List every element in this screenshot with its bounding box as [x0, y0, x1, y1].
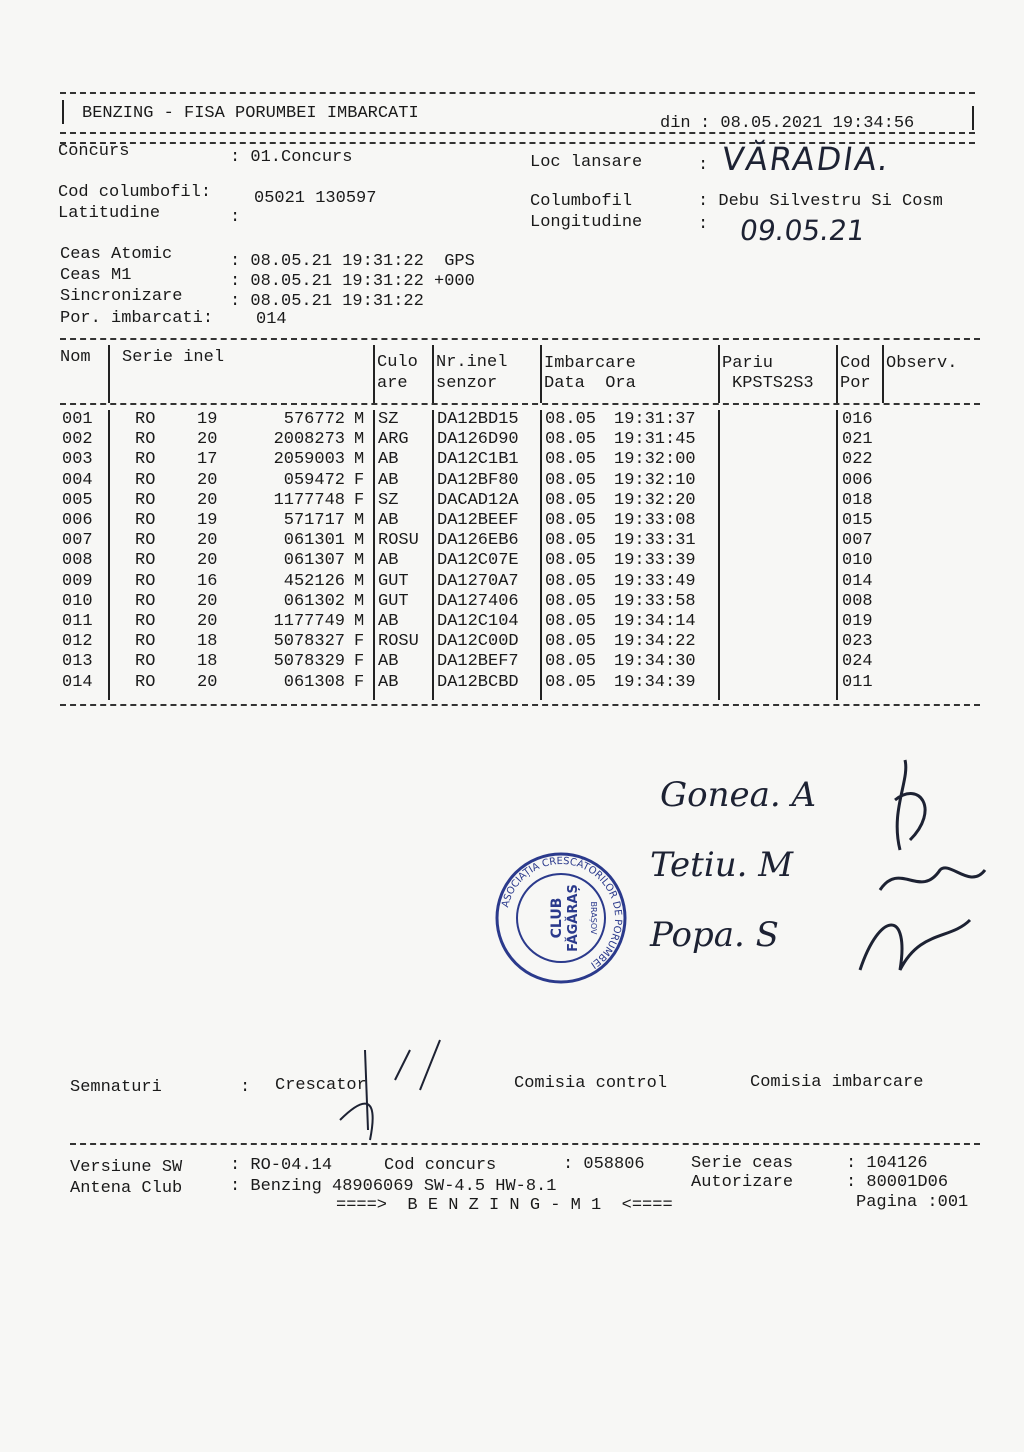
- cell-sensor-ring: DA1270A7: [437, 571, 519, 591]
- table-column-divider: [718, 410, 720, 700]
- print-date: : 08.05.2021 19:34:56: [700, 114, 915, 133]
- cell-sensor-ring: DA126EB6: [437, 531, 519, 551]
- cell-color: GUT: [378, 571, 409, 591]
- cell-time: 19:31:37: [614, 410, 696, 429]
- cell-color: AB: [378, 652, 399, 672]
- cell-date: 08.05: [545, 652, 597, 672]
- document-title: BENZING - FISA PORUMBEI IMBARCATI: [82, 104, 419, 123]
- cell-year: 16: [197, 571, 218, 591]
- cell-date: 08.05: [545, 511, 597, 530]
- cell-country: RO: [135, 490, 156, 510]
- col-kpsts2s3: KPSTS2S3: [732, 374, 814, 393]
- cell-ring-number: 452126: [283, 571, 345, 591]
- cell-year: 17: [197, 450, 218, 470]
- cell-nom: 010: [62, 591, 93, 611]
- cell-cod-por: 015: [842, 511, 873, 530]
- cell-date: 08.05: [545, 551, 597, 571]
- table-column-divider: [432, 345, 434, 403]
- longitudine-handwritten-date: 09.05.21: [737, 214, 868, 247]
- cell-year: 20: [197, 531, 218, 551]
- cell-country: RO: [135, 612, 156, 631]
- concurs-value: : 01.Concurs: [230, 148, 353, 167]
- comisia-imbarcare-label: Comisia imbarcare: [750, 1073, 924, 1092]
- antena-club-label: Antena Club: [70, 1179, 183, 1198]
- col-serie-inel: Serie inel: [122, 348, 225, 367]
- cell-time: 19:31:45: [614, 430, 696, 450]
- porumbei-imbarcati-value: 014: [256, 310, 287, 329]
- cell-color: AB: [378, 450, 399, 470]
- cell-sensor-ring: DA127406: [437, 591, 519, 611]
- page-number: Pagina :001: [856, 1193, 969, 1212]
- signature-name-2: Tetiu. M: [650, 845, 794, 885]
- divider: [60, 403, 980, 405]
- cell-color: ROSU: [378, 531, 419, 551]
- table-column-divider: [540, 345, 542, 403]
- cell-country: RO: [135, 450, 156, 470]
- cell-year: 20: [197, 672, 218, 692]
- cell-sensor-ring: DACAD12A: [437, 490, 519, 510]
- cell-time: 19:33:08: [614, 511, 696, 530]
- antena-club-value: : Benzing 48906069 SW-4.5 HW-8.1: [230, 1177, 557, 1196]
- cell-time: 19:34:22: [614, 632, 696, 652]
- signatures-scribble: [840, 740, 990, 990]
- table-column-divider: [373, 410, 375, 700]
- svg-text:FĂGĂRAȘ: FĂGĂRAȘ: [566, 884, 581, 952]
- cell-nom: 014: [62, 672, 93, 692]
- col-por: Por: [840, 374, 871, 393]
- porumbei-imbarcati-label: Por. imbarcati:: [60, 309, 214, 328]
- cell-nom: 011: [62, 612, 93, 631]
- cell-ring-number: 576772: [283, 410, 345, 429]
- cell-nom: 009: [62, 571, 93, 591]
- cell-time: 19:33:49: [614, 571, 696, 591]
- cell-cod-por: 016: [842, 410, 873, 429]
- autorizare-label: Autorizare: [691, 1173, 794, 1192]
- cell-sex: M: [354, 450, 365, 470]
- ceas-m1-value: : 08.05.21 19:31:22 +000: [230, 272, 475, 291]
- cell-time: 19:33:31: [614, 531, 696, 551]
- col-imbarcare: Imbarcare: [544, 354, 636, 373]
- cell-year: 19: [197, 410, 218, 429]
- cod-concurs-label: Cod concurs: [384, 1156, 497, 1175]
- comisia-control-label: Comisia control: [514, 1074, 668, 1093]
- cell-nom: 012: [62, 632, 93, 652]
- cell-nom: 003: [62, 450, 93, 470]
- divider: [60, 704, 980, 706]
- cell-country: RO: [135, 652, 156, 672]
- cell-sex: M: [354, 511, 365, 530]
- cell-color: GUT: [378, 591, 409, 611]
- cell-country: RO: [135, 531, 156, 551]
- cell-date: 08.05: [545, 591, 597, 611]
- colon: :: [698, 215, 709, 234]
- cell-ring-number: 061301: [283, 531, 345, 551]
- cell-sensor-ring: DA12C104: [437, 612, 519, 631]
- cell-date: 08.05: [545, 672, 597, 692]
- cell-sex: M: [354, 551, 365, 571]
- versiune-sw-value: : RO-04.14: [230, 1156, 333, 1175]
- cell-date: 08.05: [545, 632, 597, 652]
- cell-sex: M: [354, 612, 365, 631]
- cell-year: 20: [197, 430, 218, 450]
- cell-nom: 006: [62, 511, 93, 530]
- cell-time: 19:32:20: [614, 490, 696, 510]
- cell-date: 08.05: [545, 470, 597, 490]
- table-column-divider: [373, 345, 375, 403]
- table-column-divider: [836, 410, 838, 700]
- cell-ring-number: 061302: [283, 591, 345, 611]
- cell-sex: M: [354, 410, 365, 429]
- sincronizare-value: : 08.05.21 19:31:22: [230, 292, 424, 311]
- cell-cod-por: 006: [842, 470, 873, 490]
- cell-date: 08.05: [545, 410, 597, 429]
- cell-sensor-ring: DA12BF80: [437, 470, 519, 490]
- cell-sex: M: [354, 591, 365, 611]
- cell-cod-por: 010: [842, 551, 873, 571]
- divider: [60, 338, 980, 340]
- concurs-label: Concurs: [58, 142, 130, 161]
- col-cod: Cod: [840, 354, 871, 373]
- cell-color: AB: [378, 511, 399, 530]
- cell-ring-number: 061308: [283, 672, 345, 692]
- cell-country: RO: [135, 672, 156, 692]
- cell-year: 20: [197, 551, 218, 571]
- ceas-m1-label: Ceas M1: [60, 266, 132, 285]
- svg-text:BRAȘOV: BRAȘOV: [589, 901, 598, 935]
- longitudine-label: Longitudine: [530, 213, 643, 232]
- cod-columbofil-label: Cod columbofil:: [58, 183, 212, 202]
- crescator-signature: [300, 1030, 450, 1150]
- cell-ring-number: 5078329: [273, 652, 345, 672]
- cell-nom: 004: [62, 470, 93, 490]
- cell-nom: 001: [62, 410, 93, 429]
- cell-date: 08.05: [545, 531, 597, 551]
- cell-date: 08.05: [545, 612, 597, 631]
- cell-country: RO: [135, 632, 156, 652]
- cell-ring-number: 1177749: [273, 612, 345, 631]
- cell-color: SZ: [378, 410, 399, 429]
- cell-ring-number: 571717: [283, 511, 345, 530]
- col-culoare: Culo: [377, 353, 418, 372]
- cell-time: 19:34:30: [614, 652, 696, 672]
- benzing-banner: ====> B E N Z I N G - M 1 <====: [336, 1196, 673, 1215]
- latitudine-label: Latitudine: [58, 204, 161, 223]
- cell-nom: 013: [62, 652, 93, 672]
- autorizare-value: : 80001D06: [846, 1173, 949, 1192]
- cell-sensor-ring: DA126D90: [437, 430, 519, 450]
- divider: [972, 106, 974, 130]
- cell-cod-por: 007: [842, 531, 873, 551]
- cell-color: AB: [378, 551, 399, 571]
- cell-ring-number: 061307: [283, 551, 345, 571]
- latitudine-value: :: [230, 208, 241, 227]
- cell-country: RO: [135, 430, 156, 450]
- club-stamp: [493, 850, 629, 986]
- col-culoare: are: [377, 374, 408, 393]
- cell-sex: M: [354, 571, 365, 591]
- columbofil-value: : Debu Silvestru Si Cosm: [698, 192, 943, 211]
- cell-color: ARG: [378, 430, 409, 450]
- ceas-atomic-value: : 08.05.21 19:31:22 GPS: [230, 252, 475, 271]
- cell-sex: F: [354, 470, 365, 490]
- col-pariu: Pariu: [722, 354, 774, 373]
- cod-columbofil-value: 05021 130597: [254, 189, 377, 208]
- divider: [60, 132, 975, 134]
- cell-ring-number: 1177748: [273, 490, 345, 510]
- cell-country: RO: [135, 551, 156, 571]
- cell-ring-number: 5078327: [273, 632, 345, 652]
- cell-time: 19:32:00: [614, 450, 696, 470]
- semnaturi-label: Semnaturi: [70, 1078, 162, 1097]
- cell-time: 19:34:39: [614, 672, 696, 692]
- crescator-label: Crescator: [275, 1076, 367, 1095]
- table-column-divider: [836, 345, 838, 403]
- cell-cod-por: 019: [842, 612, 873, 631]
- cell-color: AB: [378, 612, 399, 631]
- table-column-divider: [882, 345, 884, 403]
- cod-concurs-value: : 058806: [563, 1155, 645, 1174]
- table-column-divider: [108, 345, 110, 403]
- divider: [70, 1143, 980, 1145]
- colon: :: [240, 1078, 251, 1097]
- svg-text:CLUB: CLUB: [549, 897, 565, 939]
- divider: [62, 100, 64, 124]
- cell-country: RO: [135, 410, 156, 429]
- colon: :: [698, 156, 709, 175]
- cell-time: 19:33:58: [614, 591, 696, 611]
- cell-time: 19:33:39: [614, 551, 696, 571]
- table-column-divider: [432, 410, 434, 700]
- cell-cod-por: 023: [842, 632, 873, 652]
- sincronizare-label: Sincronizare: [60, 287, 183, 306]
- cell-ring-number: 059472: [283, 470, 345, 490]
- cell-date: 08.05: [545, 571, 597, 591]
- columbofil-label: Columbofil: [530, 192, 633, 211]
- cell-sex: F: [354, 490, 365, 510]
- cell-year: 20: [197, 470, 218, 490]
- col-observatii: Observ.: [886, 354, 958, 373]
- cell-date: 08.05: [545, 450, 597, 470]
- cell-cod-por: 022: [842, 450, 873, 470]
- cell-year: 20: [197, 490, 218, 510]
- ceas-atomic-label: Ceas Atomic: [60, 245, 173, 264]
- divider: [60, 92, 975, 94]
- col-nr-inel: Nr.inel: [436, 353, 508, 372]
- cell-nom: 002: [62, 430, 93, 450]
- cell-ring-number: 2008273: [273, 430, 345, 450]
- cell-color: SZ: [378, 490, 399, 510]
- cell-year: 20: [197, 591, 218, 611]
- cell-year: 18: [197, 652, 218, 672]
- cell-cod-por: 011: [842, 672, 873, 692]
- cell-sensor-ring: DA12BEEF: [437, 511, 519, 530]
- cell-year: 18: [197, 632, 218, 652]
- cell-country: RO: [135, 511, 156, 530]
- cell-sensor-ring: DA12C07E: [437, 551, 519, 571]
- cell-year: 20: [197, 612, 218, 631]
- cell-sex: F: [354, 652, 365, 672]
- cell-sex: F: [354, 632, 365, 652]
- svg-text:ASOCIAȚIA CRESCĂTORILOR DE POR: ASOCIAȚIA CRESCĂTORILOR DE PORUMBEI: [500, 855, 624, 971]
- table-column-divider: [108, 410, 110, 700]
- cell-sex: M: [354, 430, 365, 450]
- cell-sex: M: [354, 531, 365, 551]
- cell-nom: 007: [62, 531, 93, 551]
- cell-sensor-ring: DA12BCBD: [437, 672, 519, 692]
- col-senzor: senzor: [436, 374, 498, 393]
- cell-cod-por: 024: [842, 652, 873, 672]
- cell-sensor-ring: DA12BEF7: [437, 652, 519, 672]
- cell-color: AB: [378, 470, 399, 490]
- col-data-ora: Data Ora: [544, 374, 636, 393]
- signature-name-1: Gonea. A: [660, 775, 817, 815]
- loc-lansare-handwritten: VĂRADIA.: [719, 140, 893, 178]
- cell-country: RO: [135, 591, 156, 611]
- serie-ceas-label: Serie ceas: [691, 1154, 794, 1173]
- serie-ceas-value: : 104126: [846, 1154, 928, 1173]
- versiune-sw-label: Versiune SW: [70, 1158, 183, 1177]
- cell-color: AB: [378, 672, 399, 692]
- cell-sex: F: [354, 672, 365, 692]
- cell-cod-por: 008: [842, 591, 873, 611]
- cell-sensor-ring: DA12C1B1: [437, 450, 519, 470]
- cell-year: 19: [197, 511, 218, 530]
- cell-cod-por: 014: [842, 571, 873, 591]
- cell-sensor-ring: DA12C00D: [437, 632, 519, 652]
- cell-time: 19:34:14: [614, 612, 696, 631]
- cell-date: 08.05: [545, 490, 597, 510]
- cell-nom: 008: [62, 551, 93, 571]
- table-column-divider: [718, 345, 720, 403]
- cell-cod-por: 021: [842, 430, 873, 450]
- cell-country: RO: [135, 470, 156, 490]
- cell-country: RO: [135, 571, 156, 591]
- cell-ring-number: 2059003: [273, 450, 345, 470]
- date-label: din: [660, 114, 691, 133]
- loc-lansare-label: Loc lansare: [530, 153, 643, 172]
- cell-nom: 005: [62, 490, 93, 510]
- cell-color: ROSU: [378, 632, 419, 652]
- cell-date: 08.05: [545, 430, 597, 450]
- cell-time: 19:32:10: [614, 470, 696, 490]
- table-column-divider: [540, 410, 542, 700]
- col-nom: Nom: [60, 348, 91, 367]
- signature-name-3: Popa. S: [650, 915, 779, 955]
- cell-cod-por: 018: [842, 490, 873, 510]
- cell-sensor-ring: DA12BD15: [437, 410, 519, 429]
